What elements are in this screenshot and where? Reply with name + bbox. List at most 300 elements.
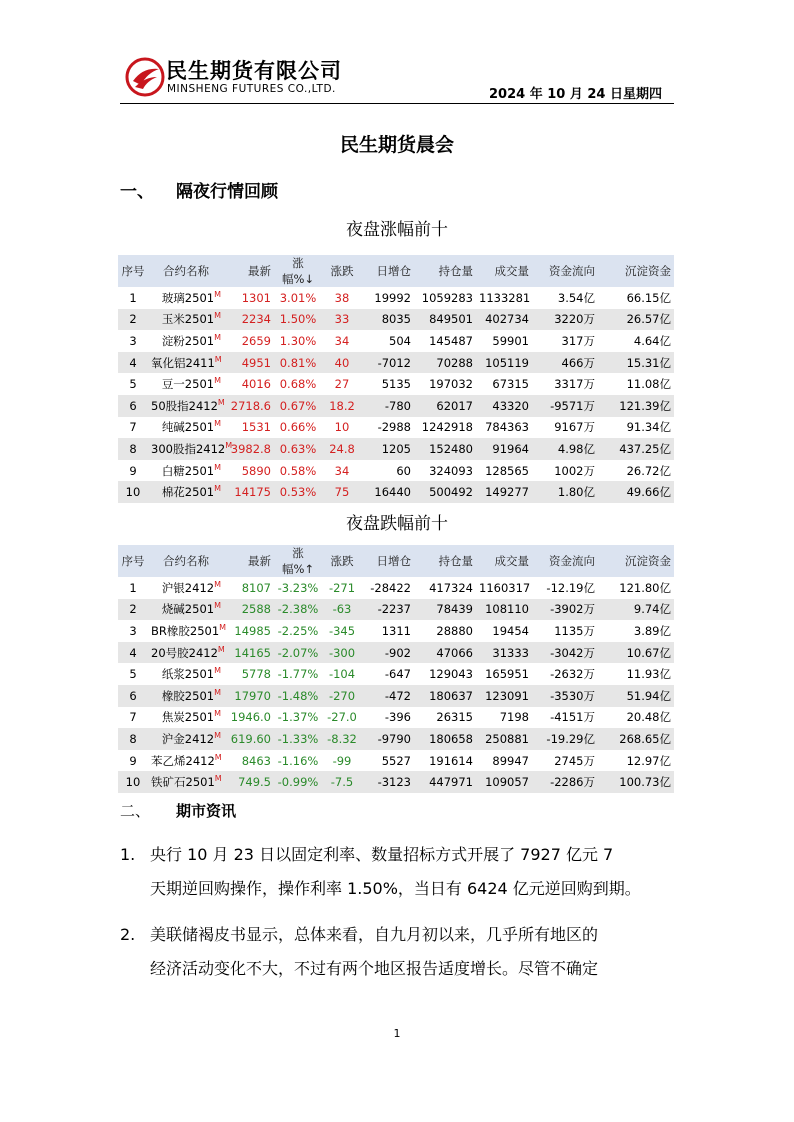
table-cell <box>148 577 224 599</box>
contract-name: 焦炭2501 <box>161 710 215 725</box>
table-cell: 8035 <box>362 309 414 331</box>
gainers-table <box>118 255 674 503</box>
table-cell <box>148 460 224 482</box>
table-row <box>118 309 674 331</box>
table-cell: 10 <box>334 420 350 435</box>
main-contract-marker: M <box>214 419 221 429</box>
table-cell: 1242918 <box>421 420 473 435</box>
table-cell: 4 <box>118 642 148 664</box>
table-cell: 784363 <box>485 420 529 435</box>
header-divider <box>120 103 674 104</box>
table-cell: -3042万 <box>532 642 598 664</box>
table-caption-losers: 夜盘跌幅前十 <box>346 514 448 534</box>
table-cell: 3.89亿 <box>633 623 671 638</box>
table-cell: 1311 <box>381 623 411 638</box>
table-cell: 3982.8 <box>224 438 274 460</box>
table-cell: 145487 <box>429 333 473 348</box>
table-cell: 7198 <box>499 710 529 725</box>
column-header: 成交量 <box>476 545 532 577</box>
table-cell: 16440 <box>362 481 414 503</box>
section-heading-1 <box>120 177 278 202</box>
table-cell: 91964 <box>476 438 532 460</box>
table-cell: 317万 <box>561 333 595 348</box>
column-header: 日增仓 <box>362 545 414 577</box>
table-cell: 70288 <box>414 352 476 374</box>
table-row <box>118 481 674 503</box>
main-contract-marker: M <box>217 397 225 407</box>
table-cell: 1205 <box>362 438 414 460</box>
column-header: 资金流向 <box>532 545 598 577</box>
table-cell: 2745万 <box>554 753 595 768</box>
table-cell: 6 <box>118 395 148 417</box>
table-row <box>118 707 674 729</box>
table-cell <box>148 707 224 729</box>
table-cell: 9.74亿 <box>598 599 674 621</box>
table-cell: -2988 <box>377 420 411 435</box>
main-contract-marker: M <box>225 441 233 451</box>
table-cell: 1946.0 <box>230 710 271 725</box>
table-cell: -300 <box>322 642 362 664</box>
table-cell: -2.07% <box>274 642 322 664</box>
contract-name: 沪金2412 <box>161 731 215 746</box>
table-cell: 4951 <box>224 352 274 374</box>
table-cell: -27.0 <box>327 710 357 725</box>
contract-name: 氧化铝2411 <box>151 355 215 370</box>
column-header: 沉淀资金 <box>598 255 674 287</box>
main-contract-marker: M <box>214 601 221 611</box>
page-header <box>120 52 674 104</box>
contract-name: 豆一2501 <box>161 377 215 392</box>
table-cell: 9 <box>129 463 137 478</box>
table-cell: 1160317 <box>479 580 531 595</box>
main-contract-marker: M <box>214 484 221 494</box>
table-cell: 0.67% <box>274 395 322 417</box>
table-cell: -3530万 <box>532 685 598 707</box>
table-cell: 2588 <box>224 599 274 621</box>
company-logo-icon <box>125 57 165 97</box>
table-cell: 268.65亿 <box>598 728 674 750</box>
table-cell: 108110 <box>476 599 532 621</box>
table-row <box>118 685 674 707</box>
contract-name: 20号胶2412 <box>151 645 218 660</box>
contract-name: 玻璃2501 <box>161 290 215 305</box>
table-caption-gainers: 夜盘涨幅前十 <box>346 220 448 240</box>
table-cell: 17970 <box>224 685 274 707</box>
table-cell: 3317万 <box>554 377 595 392</box>
table-cell: 2 <box>118 309 148 331</box>
table-cell: 40 <box>322 352 362 374</box>
table-header-row <box>118 545 674 577</box>
table-cell: 3 <box>129 333 137 348</box>
page-number: 1 <box>393 1027 401 1040</box>
table-cell: 38 <box>334 290 350 305</box>
table-cell: 619.60 <box>224 728 274 750</box>
table-cell: 402734 <box>476 309 532 331</box>
table-row <box>118 438 674 460</box>
table-cell: -396 <box>384 710 411 725</box>
news-number: 1. <box>120 845 136 864</box>
table-cell: 324093 <box>429 463 473 478</box>
table-cell: 2234 <box>224 309 274 331</box>
table-cell: 43320 <box>476 395 532 417</box>
table-cell: 4.64亿 <box>633 333 671 348</box>
table-cell: -99 <box>332 753 352 768</box>
table-cell: -104 <box>328 667 356 682</box>
table-cell: -1.77% <box>277 667 319 682</box>
contract-name: 300股指2412 <box>151 441 226 456</box>
table-cell: 0.68% <box>279 377 317 392</box>
news-text-line: 央行 10 月 23 日以固定利率、数量招标方式开展了 7927 亿元 7 <box>150 845 614 864</box>
table-row <box>118 771 674 793</box>
section-number: 一、 <box>120 182 154 202</box>
table-cell: 26315 <box>436 710 473 725</box>
main-contract-marker: M <box>214 333 221 343</box>
table-cell: 9167万 <box>554 420 595 435</box>
table-cell: 19454 <box>492 623 529 638</box>
table-row <box>118 750 674 772</box>
table-cell: 500492 <box>414 481 476 503</box>
table-cell: -9790 <box>362 728 414 750</box>
table-cell: 0.53% <box>274 481 322 503</box>
table-cell <box>148 620 227 642</box>
table-cell <box>148 728 224 750</box>
table-row <box>118 728 674 750</box>
table-cell: 0.63% <box>274 438 322 460</box>
table-cell: 1135万 <box>554 623 595 638</box>
news-text-line: 天期逆回购操作，操作利率 1.50%，当日有 6424 亿元逆回购到期。 <box>150 879 641 898</box>
news-number: 2. <box>120 925 136 944</box>
table-cell: 19992 <box>374 290 411 305</box>
column-header: 涨跌 <box>322 255 362 287</box>
table-cell: 5 <box>129 377 137 392</box>
main-contract-marker: M <box>214 354 222 364</box>
table-cell: 1 <box>129 580 137 595</box>
table-cell: 10 <box>118 771 148 793</box>
news-text-line: 美联储褐皮书显示，总体来看，自九月初以来，几乎所有地区的 <box>150 925 599 944</box>
table-cell <box>148 395 224 417</box>
table-cell: 3220万 <box>532 309 598 331</box>
section-title: 期市资讯 <box>176 802 237 820</box>
table-cell: -19.29亿 <box>532 728 598 750</box>
column-header: 持仓量 <box>414 255 476 287</box>
table-cell: 5 <box>129 667 137 682</box>
table-cell: 59901 <box>492 333 529 348</box>
table-cell: -3123 <box>362 771 414 793</box>
table-cell: -270 <box>322 685 362 707</box>
table-cell: -4151万 <box>550 710 595 725</box>
table-cell: 9 <box>129 753 137 768</box>
table-cell <box>148 771 224 793</box>
table-cell: 14985 <box>234 623 271 638</box>
table-cell: 20.48亿 <box>626 710 671 725</box>
table-cell: 129043 <box>429 667 473 682</box>
table-row <box>118 460 674 482</box>
table-cell: -780 <box>362 395 414 417</box>
table-cell: 49.66亿 <box>598 481 674 503</box>
table-cell: 121.80亿 <box>619 580 671 595</box>
table-cell <box>148 642 224 664</box>
column-header: 涨幅%↑ <box>274 545 322 577</box>
table-cell: 180637 <box>414 685 476 707</box>
column-header: 最新 <box>224 545 274 577</box>
column-header: 合约名称 <box>148 545 224 577</box>
table-cell: -647 <box>384 667 411 682</box>
table-cell: 26.72亿 <box>626 463 671 478</box>
contract-name: 沪银2412 <box>161 580 215 595</box>
table-cell <box>148 309 224 331</box>
page-title: 民生期货晨会 <box>339 134 454 156</box>
table-cell: 14175 <box>224 481 274 503</box>
table-cell: 0.81% <box>274 352 322 374</box>
table-cell: 149277 <box>476 481 532 503</box>
table-cell <box>148 750 224 772</box>
table-cell: 66.15亿 <box>626 290 671 305</box>
table-row <box>118 395 674 417</box>
table-cell <box>148 599 224 621</box>
table-cell: 11.08亿 <box>626 377 671 392</box>
table-cell: 28880 <box>436 623 473 638</box>
column-header: 序号 <box>118 545 148 577</box>
table-cell: 8463 <box>241 753 271 768</box>
table-row <box>118 330 674 352</box>
table-cell: 62017 <box>414 395 476 417</box>
main-contract-marker: M <box>214 376 221 386</box>
table-cell: 91.34亿 <box>626 420 671 435</box>
contract-name: 50股指2412 <box>151 398 218 413</box>
contract-name: 玉米2501 <box>161 312 215 327</box>
contract-name: 棉花2501 <box>161 485 215 500</box>
company-name-cn: 民生期货有限公司 <box>166 59 342 83</box>
column-header: 合约名称 <box>148 255 224 287</box>
table-cell: 78439 <box>414 599 476 621</box>
table-cell: -2237 <box>362 599 414 621</box>
table-row <box>118 577 674 599</box>
main-contract-marker: M <box>214 579 221 589</box>
section-number: 二、 <box>120 802 151 820</box>
main-contract-marker: M <box>219 623 227 633</box>
table-cell: 5527 <box>381 753 411 768</box>
main-contract-marker: M <box>217 644 225 654</box>
table-cell: 466万 <box>532 352 598 374</box>
table-cell: 26.57亿 <box>598 309 674 331</box>
table-cell: 4 <box>118 352 148 374</box>
table-row <box>118 373 674 395</box>
table-cell: 849501 <box>414 309 476 331</box>
column-header: 序号 <box>118 255 148 287</box>
table-cell: 5778 <box>241 667 271 682</box>
table-cell: 10 <box>118 481 148 503</box>
table-cell: 27 <box>334 377 350 392</box>
contract-name: BR橡胶2501 <box>151 623 220 638</box>
table-cell: -472 <box>362 685 414 707</box>
table-cell: -1.37% <box>277 710 319 725</box>
table-cell: 165951 <box>485 667 529 682</box>
table-cell: -1.33% <box>274 728 322 750</box>
table-cell: 128565 <box>485 463 529 478</box>
table-cell: -2286万 <box>532 771 598 793</box>
news-item <box>120 838 680 906</box>
table-cell: 1 <box>129 290 137 305</box>
table-cell: 180658 <box>414 728 476 750</box>
table-cell: 250881 <box>476 728 532 750</box>
table-cell: 18.2 <box>322 395 362 417</box>
news-item <box>120 918 680 986</box>
table-cell: -63 <box>322 599 362 621</box>
table-cell <box>148 287 224 309</box>
table-row <box>118 287 674 309</box>
main-contract-marker: M <box>214 289 221 299</box>
table-cell: 75 <box>322 481 362 503</box>
table-cell: -1.48% <box>274 685 322 707</box>
main-contract-marker: M <box>214 311 221 321</box>
table-cell: 3.01% <box>279 290 317 305</box>
table-cell: 100.73亿 <box>598 771 674 793</box>
table-cell: 47066 <box>414 642 476 664</box>
table-cell: 0.58% <box>279 463 317 478</box>
contract-name: 橡胶2501 <box>161 688 215 703</box>
column-header: 持仓量 <box>414 545 476 577</box>
table-cell: 1301 <box>241 290 271 305</box>
table-cell: 1.80亿 <box>532 481 598 503</box>
table-cell: 0.66% <box>279 420 317 435</box>
table-cell <box>148 438 233 460</box>
section-title: 隔夜行情回顾 <box>176 182 278 202</box>
table-cell: 11.93亿 <box>626 667 671 682</box>
table-row <box>118 620 674 642</box>
table-cell: 1531 <box>241 420 271 435</box>
table-cell <box>148 373 224 395</box>
table-cell: -3902万 <box>532 599 598 621</box>
table-cell: -28422 <box>370 580 411 595</box>
column-header: 成交量 <box>476 255 532 287</box>
table-cell: 121.39亿 <box>598 395 674 417</box>
contract-name: 纯碱2501 <box>161 420 215 435</box>
table-cell: -9571万 <box>532 395 598 417</box>
table-cell <box>148 330 224 352</box>
table-cell: 417324 <box>429 580 473 595</box>
table-row <box>118 417 674 439</box>
table-cell: -3.23% <box>277 580 319 595</box>
table-row <box>118 663 674 685</box>
main-contract-marker: M <box>214 687 221 697</box>
table-cell: 2 <box>118 599 148 621</box>
table-cell: -7012 <box>362 352 414 374</box>
table-cell: -902 <box>362 642 414 664</box>
report-date: 2024 年 10 月 24 日星期四 <box>489 87 662 102</box>
main-contract-marker: M <box>214 731 221 741</box>
column-header: 最新 <box>224 255 274 287</box>
table-cell <box>148 481 224 503</box>
table-cell: 8 <box>118 728 148 750</box>
table-cell: -8.32 <box>322 728 362 750</box>
table-cell: 7 <box>129 420 137 435</box>
table-cell: 24.8 <box>322 438 362 460</box>
table-cell: 504 <box>389 333 411 348</box>
table-cell: 447971 <box>414 771 476 793</box>
table-row <box>118 599 674 621</box>
table-cell: 2718.6 <box>224 395 274 417</box>
table-cell: 14165 <box>224 642 274 664</box>
table-cell: -345 <box>328 623 356 638</box>
table-cell: 109057 <box>476 771 532 793</box>
table-cell: 8 <box>118 438 148 460</box>
table-cell <box>148 685 224 707</box>
table-cell: 1133281 <box>479 290 531 305</box>
table-cell: 1.30% <box>279 333 317 348</box>
section-heading-2 <box>120 800 236 821</box>
table-row <box>118 352 674 374</box>
table-cell: -12.19亿 <box>546 580 595 595</box>
table-cell: 3 <box>129 623 137 638</box>
contract-name: 淀粉2501 <box>161 333 215 348</box>
table-cell: 89947 <box>492 753 529 768</box>
table-cell: 4.98亿 <box>532 438 598 460</box>
table-cell <box>148 417 224 439</box>
company-name-en: MINSHENG FUTURES CO.,LTD. <box>167 83 336 95</box>
table-cell: 437.25亿 <box>598 438 674 460</box>
table-cell: -1.16% <box>277 753 319 768</box>
table-cell: 6 <box>118 685 148 707</box>
table-cell: 12.97亿 <box>626 753 671 768</box>
table-cell: 152480 <box>414 438 476 460</box>
table-cell: 105119 <box>476 352 532 374</box>
table-cell: 33 <box>322 309 362 331</box>
news-text-line: 经济活动变化不大，不过有两个地区报告适度增长。尽管不确定 <box>150 959 599 978</box>
table-cell: 5135 <box>381 377 411 392</box>
table-cell: 191614 <box>429 753 473 768</box>
table-row <box>118 642 674 664</box>
table-cell <box>148 352 224 374</box>
table-cell: 15.31亿 <box>598 352 674 374</box>
column-header: 沉淀资金 <box>598 545 674 577</box>
contract-name: 纸浆2501 <box>161 667 215 682</box>
contract-name: 白糖2501 <box>161 463 215 478</box>
table-cell: -2.38% <box>274 599 322 621</box>
contract-name: 烧碱2501 <box>161 602 215 617</box>
main-contract-marker: M <box>214 752 222 762</box>
table-cell: 60 <box>396 463 411 478</box>
main-contract-marker: M <box>214 774 222 784</box>
table-cell: 5890 <box>241 463 271 478</box>
column-header: 资金流向 <box>532 255 598 287</box>
table-cell: 4016 <box>241 377 271 392</box>
column-header: 涨幅%↓ <box>274 255 322 287</box>
table-cell: 8107 <box>241 580 271 595</box>
losers-table <box>118 545 674 793</box>
table-cell: -0.99% <box>274 771 322 793</box>
table-cell: 3.54亿 <box>557 290 595 305</box>
table-cell: -2632万 <box>550 667 595 682</box>
table-cell: 67315 <box>492 377 529 392</box>
table-cell: 51.94亿 <box>598 685 674 707</box>
contract-name: 铁矿石2501 <box>151 775 215 790</box>
table-cell: 1.50% <box>274 309 322 331</box>
table-cell: -7.5 <box>322 771 362 793</box>
table-cell: 749.5 <box>224 771 274 793</box>
table-header-row <box>118 255 674 287</box>
main-contract-marker: M <box>214 666 221 676</box>
contract-name: 苯乙烯2412 <box>151 753 215 768</box>
table-cell: 197032 <box>429 377 473 392</box>
table-cell: 34 <box>334 463 350 478</box>
table-cell: -2.25% <box>277 623 319 638</box>
table-cell: 1059283 <box>421 290 473 305</box>
table-cell: 2659 <box>241 333 271 348</box>
table-cell: 123091 <box>476 685 532 707</box>
table-cell: 10.67亿 <box>598 642 674 664</box>
table-cell: -271 <box>328 580 356 595</box>
table-cell: 1002万 <box>554 463 595 478</box>
